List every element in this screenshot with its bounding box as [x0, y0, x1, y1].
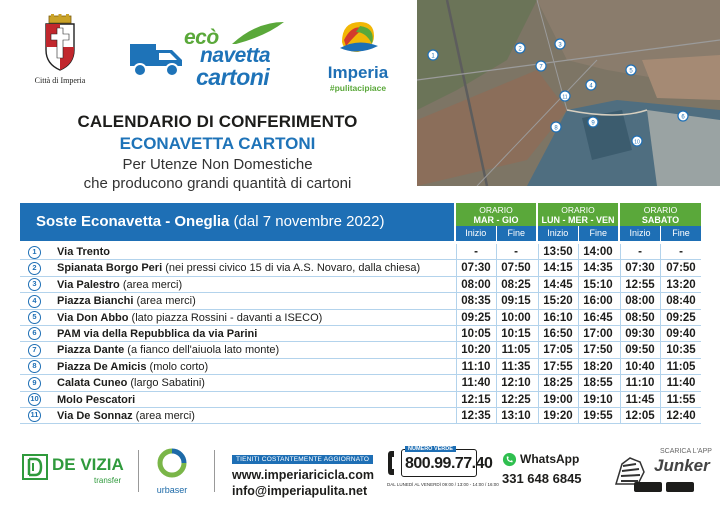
crest-icon	[40, 14, 80, 74]
devizia-name: DE VIZIA	[52, 455, 124, 474]
table-row	[20, 342, 701, 358]
footer-divider	[138, 450, 139, 492]
time-cell: -	[514, 246, 518, 258]
table-row	[20, 375, 701, 391]
page-title-service: ECONAVETTA CARTONI	[119, 134, 316, 153]
table-row	[20, 244, 701, 260]
stop-name-main: Piazza Bianchi	[57, 295, 134, 308]
table-row	[20, 260, 701, 276]
stop-number-badge: 2	[28, 262, 41, 275]
time-cell: 18:55	[583, 377, 613, 390]
timetable-rows	[20, 244, 701, 424]
svg-text:5: 5	[629, 68, 633, 75]
group-caption: ORARIO	[479, 205, 513, 215]
stop-name-note: (lato piazza Rossini - davanti a ISECO)	[128, 311, 323, 324]
stop-number-badge: 7	[28, 344, 41, 357]
table-row	[20, 408, 701, 424]
col-end: Fine	[496, 226, 537, 241]
store-badges-icon[interactable]	[634, 482, 694, 492]
group-days: LUN - MER - VEN	[541, 215, 615, 225]
time-cell: 12:25	[501, 393, 531, 406]
stop-name-main: Piazza De Amicis	[57, 360, 147, 373]
time-cell: 18:20	[583, 360, 613, 373]
devizia-logo	[22, 454, 124, 485]
stop-number-badge: 11	[28, 409, 41, 422]
imperia-logo	[318, 18, 398, 98]
group-caption: ORARIO	[561, 205, 595, 215]
time-cell: 19:10	[583, 393, 613, 406]
stop-name	[57, 392, 135, 408]
green-number-value: 800.99.77.40	[405, 455, 493, 472]
map-marker-4[interactable]	[586, 80, 596, 90]
time-cell: 09:40	[666, 327, 696, 340]
table-row	[20, 310, 701, 326]
urbaser-mark-icon	[157, 448, 187, 478]
stop-name	[57, 326, 257, 342]
devizia-sub: transfer	[94, 476, 122, 485]
time-cell: 14:15	[543, 262, 573, 275]
time-cell: 16:50	[543, 327, 573, 340]
time-cell: 07:30	[625, 262, 655, 275]
time-cell: 08:25	[501, 278, 531, 291]
time-cell: 11:40	[666, 377, 696, 390]
stop-name-note: (molo corto)	[146, 360, 209, 373]
stop-name-main: Spianata Borgo Peri	[57, 262, 163, 275]
map-marker-11[interactable]	[560, 91, 570, 101]
time-cell: 16:45	[583, 311, 613, 324]
leaf-swoosh-icon	[226, 20, 286, 46]
col-start: Inizio	[629, 228, 651, 238]
stop-name-note: (largo Sabatini)	[127, 377, 205, 390]
time-cell: 09:50	[625, 344, 655, 357]
stop-name-main: Via Palestro	[57, 278, 120, 291]
stop-number-badge: 4	[28, 295, 41, 308]
time-cell: 14:00	[583, 246, 613, 258]
whatsapp-icon	[502, 452, 517, 467]
time-cell: 12:05	[625, 409, 655, 422]
stop-name-main: Via Trento	[57, 246, 110, 258]
map-marker-2[interactable]	[515, 43, 525, 53]
svg-text:8: 8	[554, 125, 558, 132]
time-cell: 08:35	[461, 295, 491, 308]
time-cell: 11:45	[625, 393, 655, 406]
stop-name-main: Via De Sonnaz	[57, 409, 133, 422]
stop-name	[57, 260, 420, 276]
map-markers	[417, 0, 720, 186]
time-cell: 12:35	[461, 409, 491, 422]
time-cell: 09:25	[666, 311, 696, 324]
page-titles	[20, 112, 415, 192]
time-cell: 09:30	[625, 327, 655, 340]
app-caption: SCARICA L'APP	[660, 448, 712, 455]
table-row	[20, 392, 701, 408]
stop-name	[57, 375, 205, 391]
time-cell: -	[474, 246, 478, 258]
phone-icon	[387, 449, 401, 477]
time-cell: 11:10	[461, 360, 491, 373]
stop-number-badge: 8	[28, 360, 41, 373]
time-cell: 08:00	[625, 295, 655, 308]
col-start: Inizio	[465, 228, 487, 238]
stop-name-main: Calata Cuneo	[57, 377, 128, 390]
time-cell: 19:20	[543, 409, 573, 422]
time-cell: 15:20	[543, 295, 573, 308]
time-cell: 17:55	[543, 360, 573, 373]
time-cell: 07:30	[461, 262, 491, 275]
time-cell: 11:05	[666, 360, 696, 373]
svg-text:4: 4	[589, 83, 593, 90]
svg-text:1: 1	[431, 53, 435, 60]
time-cell: 10:00	[501, 311, 531, 324]
city-crest	[28, 14, 92, 94]
map-marker-1[interactable]	[428, 50, 438, 60]
stop-name-note: (area merci)	[133, 295, 196, 308]
map-marker-7[interactable]	[536, 61, 546, 71]
timetable-header	[20, 203, 701, 241]
footer-divider	[214, 450, 215, 492]
imperia-hashtag: #pulitacipiace	[329, 83, 387, 93]
email-link[interactable]: info@imperiapulita.net	[232, 484, 368, 498]
stop-number-badge: 3	[28, 278, 41, 291]
time-cell: 19:55	[583, 409, 613, 422]
logo-word-cartoni: cartoni	[196, 64, 270, 90]
time-cell: 07:50	[666, 262, 696, 275]
subtitle-line-1: Per Utenze Non Domestiche	[122, 156, 313, 173]
time-cell: 19:00	[543, 393, 573, 406]
svg-text:3: 3	[558, 42, 562, 49]
time-cell: 12:55	[625, 278, 655, 291]
urbaser-name: urbaser	[156, 485, 188, 495]
col-end: Fine	[660, 226, 701, 241]
whatsapp-label: WhatsApp	[520, 452, 580, 466]
time-cell: 10:40	[625, 360, 655, 373]
timetable-title	[20, 203, 454, 241]
time-cell: 07:50	[501, 262, 531, 275]
time-cell: 11:10	[625, 377, 655, 390]
logo-word-navetta: navetta	[200, 44, 271, 67]
whatsapp-number: 331 648 6845	[502, 471, 582, 486]
time-cell: 11:35	[501, 360, 531, 373]
time-cell: 11:05	[501, 344, 531, 357]
green-number-hours: DAL LUNEDÌ AL VENERDÌ 09:00 / 13:00 - 14:00 / 16:00	[387, 482, 499, 487]
time-cell: 08:00	[461, 278, 491, 291]
city-caption: Città di Imperia	[34, 76, 86, 85]
svg-text:7: 7	[539, 64, 543, 71]
group-caption: ORARIO	[643, 205, 678, 215]
time-cell: 13:20	[666, 278, 696, 291]
info-banner: TIENITI COSTANTEMENTE AGGIORNATO	[232, 455, 373, 464]
stop-name-main: Molo Pescatori	[57, 393, 136, 406]
time-cell: 16:10	[543, 311, 573, 324]
svg-text:11: 11	[562, 94, 568, 101]
time-cell: 17:00	[583, 327, 613, 340]
stop-name	[57, 310, 322, 326]
time-cell: 10:35	[666, 344, 696, 357]
stop-name	[57, 359, 208, 375]
stop-name	[57, 342, 279, 358]
time-cell: -	[679, 246, 683, 258]
time-cell: 18:25	[543, 377, 573, 390]
footer	[0, 440, 720, 505]
devizia-mark-icon	[22, 454, 48, 480]
timetable-title-date: (dal 7 novembre 2022)	[229, 213, 385, 230]
imperia-emblem-icon	[334, 18, 382, 56]
time-cell: 10:20	[461, 344, 491, 357]
time-cell: 15:10	[583, 278, 613, 291]
schedule-group-saturday	[620, 203, 701, 241]
stop-number-badge: 9	[28, 377, 41, 390]
table-row	[20, 293, 701, 309]
stop-name-note: (nei pressi civico 15 di via A.S. Novaro, dalla chiesa)	[162, 262, 421, 275]
time-cell: 14:35	[583, 262, 613, 275]
stop-number-badge: 10	[28, 393, 41, 406]
page-title: CALENDARIO DI CONFERIMENTO	[77, 112, 358, 131]
svg-text:9: 9	[591, 120, 595, 127]
group-days: SABATO	[641, 215, 680, 225]
stop-name	[57, 408, 195, 424]
time-cell: 14:45	[543, 278, 573, 291]
timetable-title-main: Soste Econavetta - Oneglia	[36, 213, 230, 230]
stop-name-note: (area merci)	[119, 278, 183, 291]
time-cell: 13:50	[543, 246, 573, 258]
time-cell: 10:15	[501, 327, 531, 340]
stop-name-main: PAM via della Repubblica da via Parini	[57, 327, 258, 340]
schedule-group-tue-thu	[456, 203, 536, 241]
time-cell: 09:25	[461, 311, 491, 324]
stop-name	[57, 277, 182, 293]
map-marker-3[interactable]	[555, 39, 565, 49]
time-cell: 16:00	[583, 295, 613, 308]
group-days: MAR - GIO	[473, 215, 519, 225]
time-cell: 08:40	[666, 295, 696, 308]
map-marker-5[interactable]	[626, 65, 636, 75]
time-cell: 12:15	[461, 393, 491, 406]
table-row	[20, 326, 701, 342]
stop-name	[57, 244, 110, 260]
svg-text:10: 10	[634, 139, 640, 146]
imperia-name: Imperia	[327, 63, 389, 82]
table-row	[20, 359, 701, 375]
stop-name-note: (a fianco dell'aiuola lato monte)	[124, 344, 280, 357]
time-cell: 10:05	[461, 327, 491, 340]
time-cell: -	[638, 246, 642, 258]
stop-name-main: Via Don Abbo	[57, 311, 129, 324]
svg-text:6: 6	[681, 114, 685, 121]
map-marker-10[interactable]	[632, 136, 642, 146]
svg-text:2: 2	[518, 46, 522, 53]
time-cell: 12:10	[501, 377, 531, 390]
subtitle-line-2: che producono grandi quantità di cartoni	[83, 175, 352, 192]
stop-name	[57, 293, 196, 309]
col-end: Fine	[578, 226, 619, 241]
schedule-group-mon-wed-fri	[538, 203, 618, 241]
time-cell: 17:05	[543, 344, 573, 357]
stop-name-main: Piazza Dante	[57, 344, 125, 357]
app-name: Junker	[654, 456, 710, 475]
contact-web	[232, 448, 374, 498]
econavetta-logo	[126, 20, 288, 90]
route-map[interactable]	[417, 0, 720, 186]
time-cell: 09:15	[501, 295, 531, 308]
truck-icon	[126, 32, 192, 80]
time-cell: 08:50	[625, 311, 655, 324]
time-cell: 17:50	[583, 344, 613, 357]
stop-number-badge: 1	[28, 246, 41, 259]
table-row	[20, 277, 701, 293]
stop-number-badge: 5	[28, 311, 41, 324]
time-cell: 13:10	[501, 409, 531, 422]
col-start: Inizio	[547, 228, 569, 238]
stop-name-note: (area merci)	[132, 409, 195, 422]
green-number-caption: NUMERO VERDE	[405, 446, 456, 452]
time-cell: 11:55	[666, 393, 696, 406]
map-marker-9[interactable]	[588, 117, 598, 127]
map-marker-6[interactable]	[678, 111, 688, 121]
logo-word-eco: ecò	[184, 26, 219, 49]
stop-number-badge: 6	[28, 327, 41, 340]
urbaser-logo	[148, 448, 196, 495]
website-link[interactable]: www.imperiaricicla.com	[232, 468, 374, 482]
time-cell: 12:40	[666, 409, 696, 422]
time-cell: 11:40	[461, 377, 491, 390]
map-marker-8[interactable]	[551, 122, 561, 132]
timetable	[20, 203, 701, 424]
